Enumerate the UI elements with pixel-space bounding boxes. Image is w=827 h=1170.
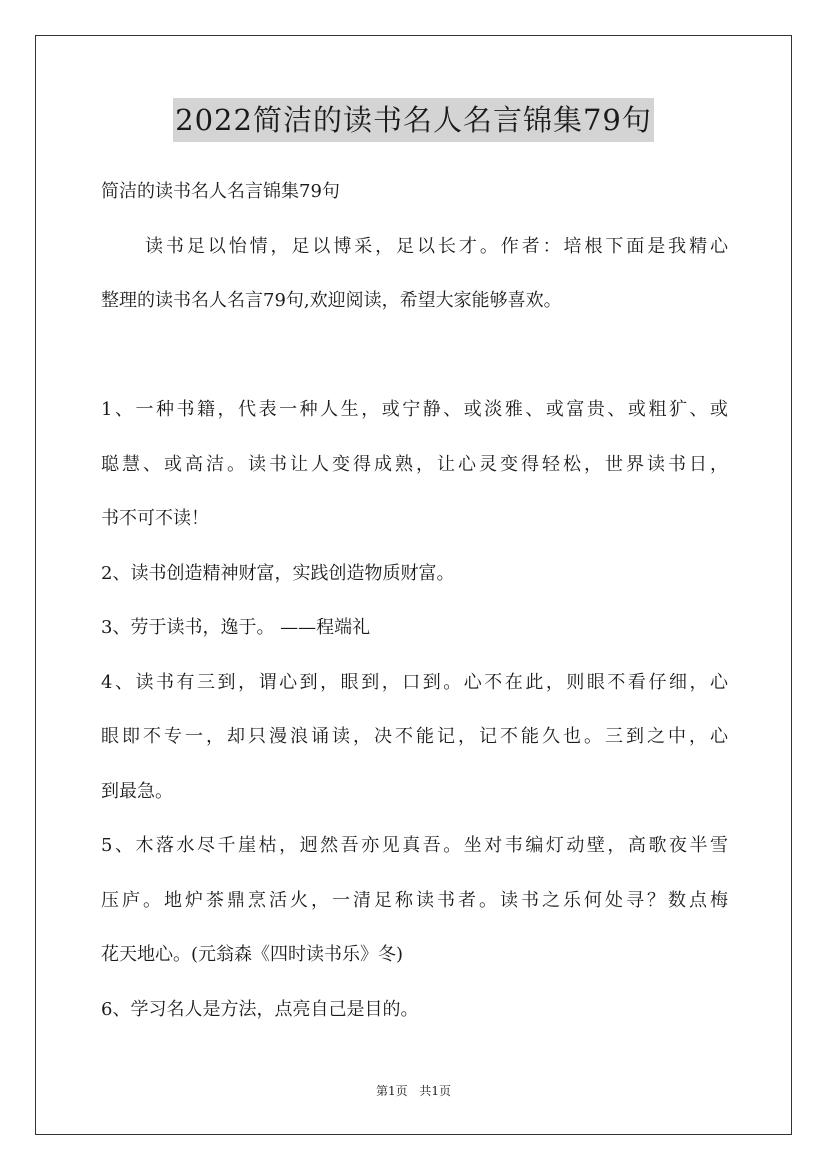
quote-line: 1、一种书籍，代表一种人生，或宁静、或淡雅、或富贵、或粗犷、或 [101, 399, 728, 420]
quote-line: 书不可不读！ [101, 508, 209, 529]
quote-line: 花天地心。(元翁森《四时读书乐》冬) [101, 944, 404, 965]
quote-line: 3、劳于读书，逸于。 ——程端礼 [101, 617, 371, 638]
page-total: 共1页 [419, 1084, 452, 1098]
quote-line: 压庐。地炉茶鼎烹活火，一清足称读书者。读书之乐何处寻？数点梅 [101, 889, 728, 911]
title-container [0, 98, 827, 142]
page-footer [0, 1082, 827, 1099]
quote-line: 4、读书有三到，谓心到，眼到，口到。心不在此，则眼不看仔细，心 [101, 671, 728, 693]
quote-line: 到最急。 [101, 780, 173, 802]
intro-line: 整理的读书名人名言79句,欢迎阅读，希望大家能够喜欢。 [101, 290, 562, 311]
blank-line [101, 329, 728, 384]
page-number: 第1页 [375, 1084, 408, 1098]
document-title: 2022简洁的读书名人名言锦集79句 [173, 98, 654, 142]
quote-line: 5、木落水尽千崖枯，迥然吾亦见真吾。坐对韦编灯动壁，高歌夜半雪 [101, 835, 728, 856]
quote-line: 眼即不专一，却只漫浪诵读，决不能记，记不能久也。三到之中，心 [101, 726, 728, 747]
intro-line: 读书足以怡情，足以博采，足以长才。作者：培根下面是我精心 [145, 235, 728, 257]
quote-line: 2、读书创造精神财富，实践创造物质财富。 [101, 562, 455, 584]
document-subtitle: 简洁的读书名人名言锦集79句 [101, 181, 340, 202]
document-body [101, 165, 728, 1037]
quote-line: 聪慧、或高洁。读书让人变得成熟，让心灵变得轻松，世界读书日， [101, 453, 728, 475]
quote-line: 6、学习名人是方法，点亮自己是目的。 [101, 998, 419, 1020]
